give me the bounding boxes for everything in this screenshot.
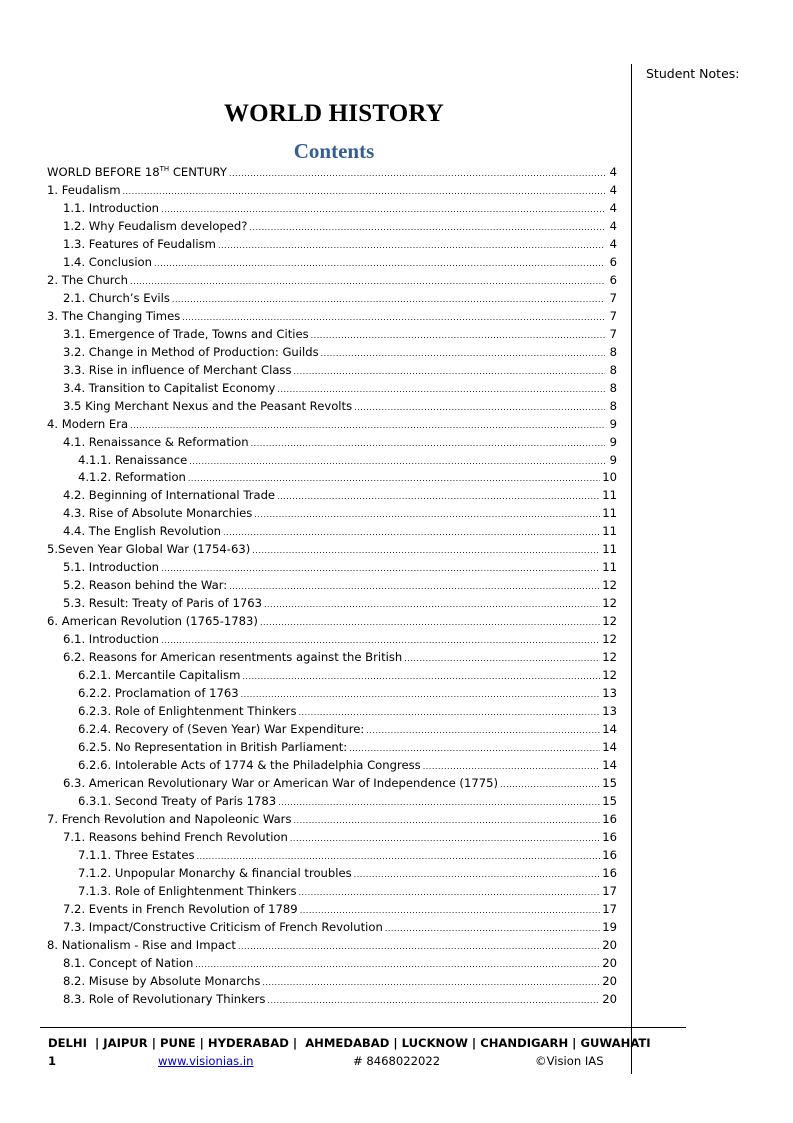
dot-leader	[300, 901, 601, 920]
dot-leader	[354, 398, 605, 417]
toc-entry-title: WORLD BEFORE 18TH CENTURY	[47, 165, 227, 179]
toc-page-number: 11	[602, 488, 617, 503]
toc-entry[interactable]	[47, 847, 617, 865]
toc-entry-title: 4.4. The English Revolution	[63, 524, 222, 539]
toc-page-number: 8	[609, 380, 617, 395]
footer-phone: # 8468022022	[353, 1054, 441, 1068]
toc-entry[interactable]	[47, 937, 617, 955]
dot-leader	[349, 739, 600, 758]
toc-entry[interactable]	[47, 649, 617, 667]
toc-entry[interactable]	[47, 631, 617, 649]
toc-entry-title: 1.1. Introduction	[63, 200, 160, 215]
toc-entry[interactable]	[47, 811, 617, 829]
dot-leader	[254, 505, 600, 524]
toc-page-number: 8	[609, 362, 617, 377]
toc-entry-title: 7.1.1. Three Estates	[78, 847, 195, 862]
toc-entry-title: 4.2. Beginning of International Trade	[63, 488, 276, 503]
toc-entry-title: 8.2. Misuse by Absolute Monarchs	[63, 973, 261, 988]
student-notes-label: Student Notes:	[646, 66, 740, 81]
toc-entry[interactable]	[47, 991, 617, 1009]
dot-leader	[229, 164, 605, 183]
dot-leader	[299, 703, 601, 722]
dot-leader	[189, 452, 605, 471]
dot-leader	[229, 577, 600, 596]
toc-entry[interactable]	[47, 703, 617, 721]
toc-page-number: 8	[609, 344, 617, 359]
toc-page-number: 12	[602, 596, 617, 611]
toc-entry[interactable]	[47, 326, 617, 344]
dot-leader	[290, 829, 600, 848]
toc-page-number: 15	[602, 793, 617, 808]
toc-entry-title: 8.3. Role of Revolutionary Thinkers	[63, 991, 266, 1006]
toc-page-number: 14	[602, 722, 617, 737]
toc-entry-title: 1.4. Conclusion	[63, 254, 152, 269]
toc-entry-title: 7. French Revolution and Napoleonic Wars	[47, 811, 292, 826]
dot-leader	[264, 595, 600, 614]
toc-entry[interactable]	[47, 272, 617, 290]
toc-entry[interactable]	[47, 362, 617, 380]
toc-entry[interactable]	[47, 218, 617, 236]
toc-entry-title: 4.1.1. Renaissance	[78, 452, 188, 467]
toc-page-number: 7	[609, 308, 617, 323]
dot-leader	[197, 847, 601, 866]
toc-entry[interactable]	[47, 829, 617, 847]
toc-entry-title: 4. Modern Era	[47, 416, 129, 431]
toc-entry-title: 4.1.2. Reformation	[78, 470, 186, 485]
toc-entry-title: 1.2. Why Feudalism developed?	[63, 218, 248, 233]
dot-leader	[188, 469, 600, 488]
toc-entry-title: 1.3. Features of Feudalism	[63, 236, 216, 251]
dot-leader	[262, 973, 600, 992]
toc-entry-title: 6.2.4. Recovery of (Seven Year) War Expenditure:	[78, 722, 365, 737]
toc-page-number: 20	[602, 973, 617, 988]
toc-page-number: 15	[602, 775, 617, 790]
toc-entry[interactable]	[47, 469, 617, 487]
dot-leader	[123, 182, 605, 201]
toc-page-number: 6	[609, 254, 617, 269]
toc-entry-title: 8.1. Concept of Nation	[63, 955, 194, 970]
toc-entry-title: 7.1. Reasons behind French Revolution	[63, 829, 288, 844]
dot-leader	[277, 380, 605, 399]
toc-page-number: 12	[602, 668, 617, 683]
toc-entry[interactable]	[47, 919, 617, 937]
toc-entry[interactable]	[47, 236, 617, 254]
table-of-contents	[47, 164, 617, 1009]
toc-page-number: 6	[609, 272, 617, 287]
toc-entry-title: 3.1. Emergence of Trade, Towns and Cities	[63, 326, 309, 341]
contents-heading: Contents	[293, 139, 375, 163]
toc-page-number: 17	[602, 901, 617, 916]
toc-entry[interactable]	[47, 487, 617, 505]
dot-leader	[242, 667, 600, 686]
toc-entry[interactable]	[47, 577, 617, 595]
dot-leader	[354, 865, 601, 884]
toc-entry-title: 2.1. Church’s Evils	[63, 290, 170, 305]
toc-entry-title: 5.Seven Year Global War (1754-63)	[47, 542, 251, 557]
superscript-th: TH	[159, 165, 170, 174]
toc-page-number: 13	[602, 704, 617, 719]
toc-page-number: 11	[602, 524, 617, 539]
toc-entry[interactable]	[47, 398, 617, 416]
dot-leader	[172, 290, 605, 309]
toc-entry[interactable]	[47, 883, 617, 901]
toc-entry[interactable]	[47, 955, 617, 973]
toc-page-number: 4	[609, 218, 617, 233]
toc-entry[interactable]	[47, 290, 617, 308]
toc-entry-title: 7.1.3. Role of Enlightenment Thinkers	[78, 883, 297, 898]
dot-leader	[182, 308, 605, 327]
dot-leader	[252, 541, 600, 560]
toc-page-number: 16	[602, 829, 617, 844]
toc-entry-title: 3.3. Rise in influence of Merchant Class	[63, 362, 292, 377]
dot-leader	[154, 254, 605, 273]
toc-page-number: 14	[602, 740, 617, 754]
toc-page-number: 16	[602, 847, 617, 862]
footer-divider-line	[40, 1027, 686, 1028]
toc-entry-title: 7.1.2. Unpopular Monarchy & financial troubles	[78, 865, 352, 880]
toc-page-number: 20	[602, 991, 617, 1006]
toc-entry-title: 8. Nationalism - Rise and Impact	[47, 937, 236, 952]
toc-page-number: 20	[602, 937, 617, 952]
toc-entry[interactable]	[47, 613, 617, 631]
dot-leader	[251, 434, 605, 453]
dot-leader	[294, 811, 601, 830]
toc-page-number: 20	[602, 955, 617, 970]
toc-entry-title: 6.3.1. Second Treaty of Paris 1783	[78, 793, 277, 808]
dot-leader	[260, 613, 600, 632]
dot-leader	[423, 757, 601, 776]
toc-page-number: 7	[609, 326, 617, 341]
toc-page-number: 12	[602, 650, 617, 665]
toc-entry-title: 3.2. Change in Method of Production: Guilds	[63, 344, 319, 359]
toc-entry[interactable]	[47, 344, 617, 362]
toc-page-number: 4	[609, 236, 617, 251]
dot-leader	[404, 649, 600, 668]
dot-leader	[299, 883, 601, 902]
toc-page-number: 7	[609, 290, 617, 305]
toc-page-number: 4	[609, 165, 617, 179]
footer-page-number: 1	[48, 1054, 57, 1068]
toc-entry-title: 7.3. Impact/Constructive Criticism of French Revolution	[63, 919, 383, 934]
toc-entry[interactable]	[47, 505, 617, 523]
toc-entry[interactable]	[47, 523, 617, 541]
toc-page-number: 13	[602, 686, 617, 701]
toc-page-number: 12	[602, 578, 617, 593]
toc-entry[interactable]	[47, 901, 617, 919]
toc-entry[interactable]	[47, 416, 617, 434]
toc-entry[interactable]	[47, 973, 617, 991]
dot-leader	[366, 721, 600, 740]
toc-entry-title: 6.2.3. Role of Enlightenment Thinkers	[78, 704, 297, 719]
toc-entry-title: 6. American Revolution (1765-1783)	[47, 614, 258, 629]
dot-leader	[238, 937, 600, 956]
toc-page-number: 9	[609, 452, 617, 467]
footer-cities: DELHI | JAIPUR | PUNE | HYDERABAD | AHMEDABAD | LUCKNOW | CHANDIGARH | GUWAHATI	[48, 1036, 651, 1050]
footer-website-link[interactable]: www.visionias.in	[158, 1054, 254, 1068]
toc-entry[interactable]	[47, 200, 617, 218]
toc-page-number: 12	[602, 632, 617, 647]
toc-page-number: 4	[609, 182, 617, 197]
dot-leader	[218, 236, 605, 255]
dot-leader	[500, 775, 600, 794]
toc-entry-title: 3. The Changing Times	[47, 308, 181, 323]
toc-entry[interactable]	[47, 793, 617, 811]
dot-leader	[161, 200, 605, 219]
dot-leader	[385, 919, 600, 938]
dot-leader	[241, 685, 601, 704]
dot-leader	[249, 218, 605, 237]
toc-page-number: 11	[602, 506, 617, 521]
toc-page-number: 14	[602, 757, 617, 772]
dot-leader	[321, 344, 605, 363]
toc-entry[interactable]	[47, 541, 617, 559]
toc-page-number: 12	[602, 614, 617, 629]
dot-leader	[130, 416, 605, 435]
toc-entry-title: 2. The Church	[47, 272, 129, 287]
toc-entry-title: 3.5 King Merchant Nexus and the Peasant Revolts	[63, 398, 353, 413]
notes-divider-line	[631, 64, 632, 1074]
toc-entry-title: 6.1. Introduction	[63, 632, 160, 647]
toc-entry[interactable]	[47, 775, 617, 793]
toc-page-number: 19	[602, 919, 617, 934]
toc-entry-title: 5.2. Reason behind the War:	[63, 578, 228, 593]
toc-entry[interactable]	[47, 739, 617, 757]
toc-entry-title: 3.4. Transition to Capitalist Economy	[63, 380, 276, 395]
toc-page-number: 4	[609, 200, 617, 215]
toc-entry[interactable]	[47, 308, 617, 326]
dot-leader	[195, 955, 600, 974]
toc-entry-title: 6.2.6. Intolerable Acts of 1774 & the Philadelphia Congress	[78, 757, 421, 772]
toc-entry[interactable]	[47, 182, 617, 200]
toc-entry-title: 5.1. Introduction	[63, 560, 160, 575]
toc-entry[interactable]	[47, 434, 617, 452]
dot-leader	[267, 991, 600, 1010]
toc-entry-title: 6.2.1. Mercantile Capitalism	[78, 668, 241, 683]
toc-entry[interactable]	[47, 865, 617, 883]
toc-entry[interactable]	[47, 380, 617, 398]
toc-page-number: 17	[602, 883, 617, 898]
toc-entry[interactable]	[47, 559, 617, 577]
dot-leader	[311, 326, 605, 345]
toc-entry[interactable]	[47, 452, 617, 470]
toc-page-number: 8	[609, 398, 617, 413]
toc-entry[interactable]	[47, 721, 617, 739]
dot-leader	[277, 487, 600, 506]
toc-page-number: 16	[602, 811, 617, 826]
document-title: WORLD HISTORY	[223, 100, 445, 127]
dot-leader	[130, 272, 605, 291]
toc-entry-title: 6.2. Reasons for American resentments against the British	[63, 650, 403, 665]
toc-entry[interactable]	[47, 685, 617, 703]
toc-entry-title: 7.2. Events in French Revolution of 1789	[63, 901, 298, 916]
toc-entry[interactable]	[47, 757, 617, 775]
toc-page-number: 16	[602, 865, 617, 880]
dot-leader	[223, 523, 600, 542]
toc-entry-title: 6.2.2. Proclamation of 1763	[78, 686, 239, 701]
footer-copyright: ©Vision IAS	[535, 1054, 604, 1068]
toc-entry-title: 1. Feudalism	[47, 182, 121, 197]
dot-leader	[161, 559, 600, 578]
toc-entry-title: 4.1. Renaissance & Reformation	[63, 434, 249, 449]
toc-page-number: 10	[602, 470, 617, 485]
toc-entry-title: 4.3. Rise of Absolute Monarchies	[63, 506, 253, 521]
toc-page-number: 11	[602, 560, 617, 575]
toc-entry[interactable]	[47, 254, 617, 272]
dot-leader	[278, 793, 600, 812]
toc-entry-title: 6.3. American Revolutionary War or American War of Independence (1775)	[63, 775, 498, 790]
dot-leader	[161, 631, 600, 650]
toc-entry-title: 6.2.5. No Representation in British Parliament:	[78, 740, 348, 754]
toc-entry-title: 5.3. Result: Treaty of Paris of 1763	[63, 596, 262, 611]
toc-entry-world-before-18th-century[interactable]	[47, 164, 617, 182]
toc-entry[interactable]	[47, 667, 617, 685]
toc-page-number: 11	[602, 542, 617, 557]
toc-page-number: 9	[609, 416, 617, 431]
toc-entry[interactable]	[47, 595, 617, 613]
toc-page-number: 9	[609, 434, 617, 449]
dot-leader	[294, 362, 605, 381]
